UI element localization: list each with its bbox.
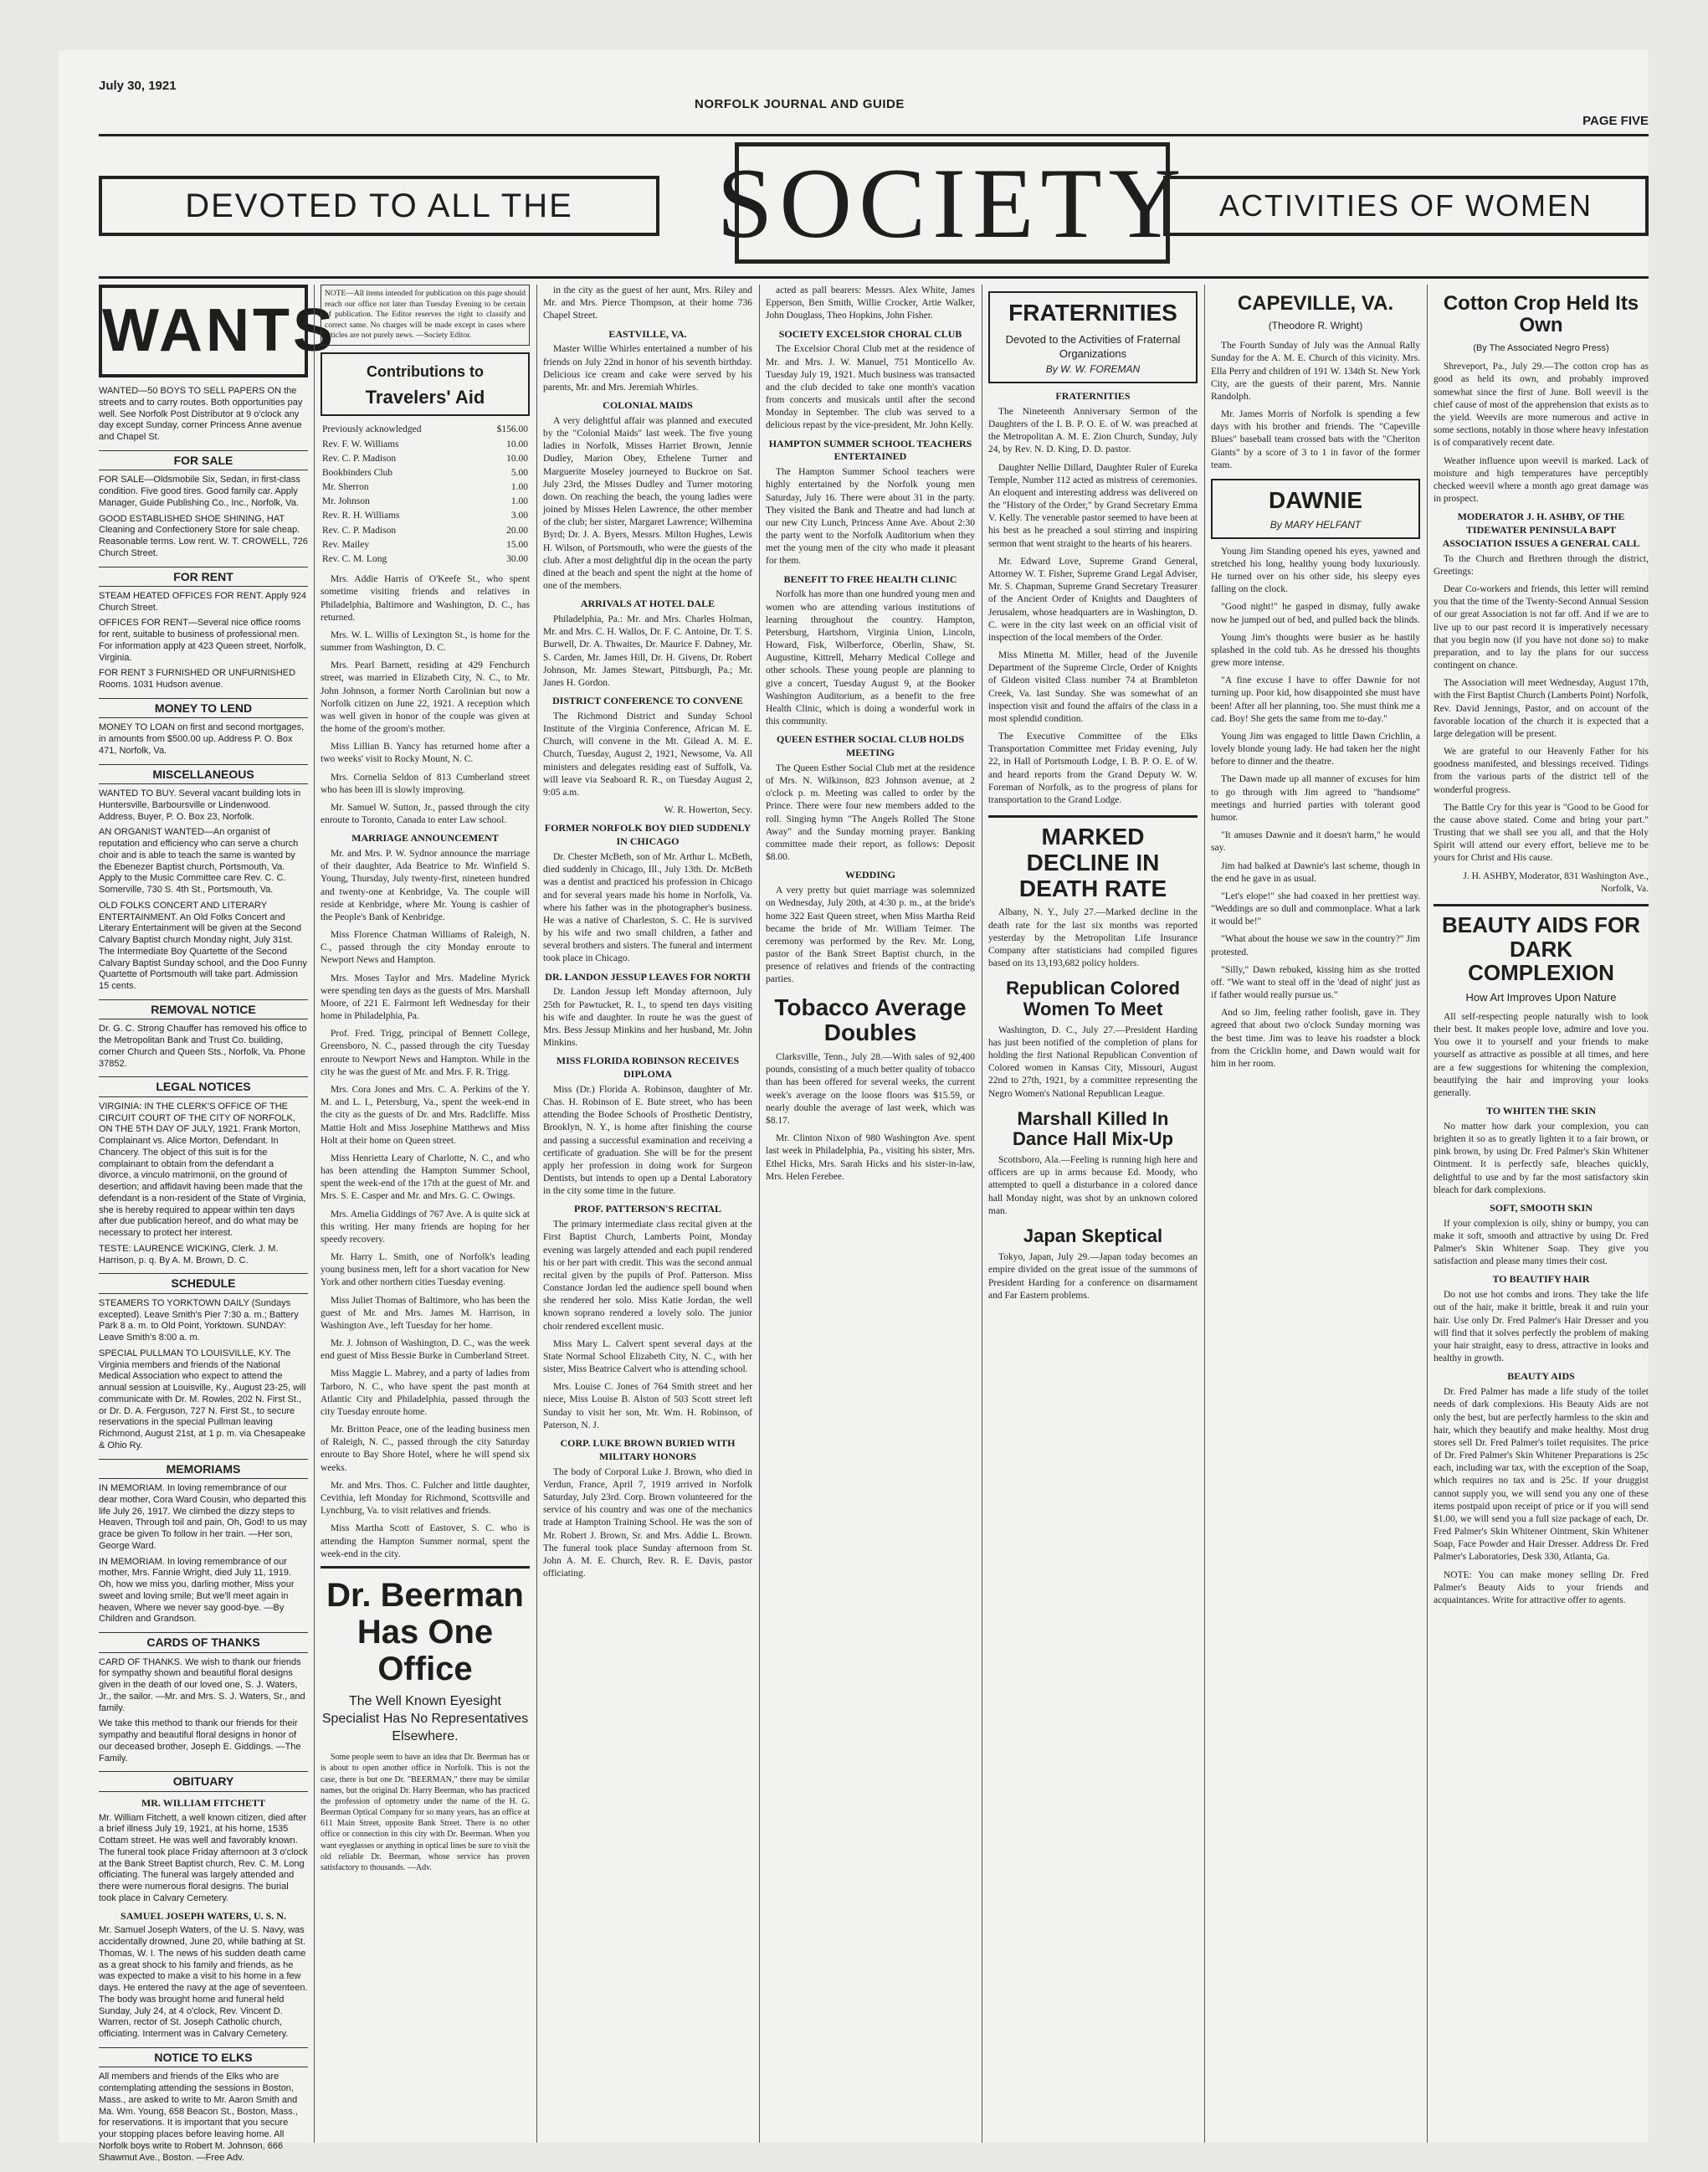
item-head: MODERATOR J. H. ASHBY, OF THE TIDEWATER PENINSULA BAPT ASSOCIATION ISSUES A GENERAL CALL: [1442, 511, 1640, 549]
news-item: Dear Co-workers and friends, this letter will remind you that the time of the Twenty-Second Annual Session of our great Association is not far off. And if we are to live up to our past record it is imperatively necessary that you begin now (if you have not done so) to make preparation, and to lay the plans for our success contingent on chance.: [1434, 584, 1649, 671]
contributions-box: [321, 352, 530, 417]
column-rule: [1204, 285, 1205, 2143]
contrib-name: Previously acknowledged: [322, 424, 422, 435]
item-head: SOFT, SMOOTH SKIN: [1490, 1201, 1593, 1214]
obit-name: SAMUEL JOSEPH WATERS, U. S. N.: [121, 1909, 286, 1922]
column-2: [321, 285, 530, 2143]
story-paragraph: "Good night!" he gasped in dismay, fully awake now he jumped out of bed, and pulled back the blinds.: [1211, 602, 1420, 625]
contrib-amount: 1.00: [510, 482, 528, 493]
section-head: MEMORIAMS: [99, 1459, 308, 1479]
column-7: [1434, 285, 1649, 2143]
column-rule: [314, 285, 315, 2143]
society-title: SOCIETY: [735, 142, 1170, 264]
contrib-amount: 3.00: [510, 511, 528, 521]
column-3: [543, 285, 752, 2143]
ad-paragraph: If your complexion is oily, shiny or bumpy, you can make it soft, smooth and attractive by using Dr. Fred Palmer's Skin Whitener Soap. They give you satisfaction and please many times their cost.: [1434, 1218, 1649, 1267]
society-item: The Queen Esther Social Club met at the residence of Mrs. N. Wilkinson, 823 Johnson avenue, at 2 o'clock p. m. Meeting was called to order by the Prince. There were four new members added to the roll. Singing hymn "The Angels Rolled The Stone Away" and the Sunday morning prayer. Banking committee made their report, as follows: Deposit $8.00.: [766, 763, 975, 863]
contrib-name: Rev. F. W. Williams: [322, 439, 399, 449]
fraternity-item: Miss Minetta M. Miller, head of the Juvenile Department of the Supreme Circle, Order of Knights of Gideon visited Class number 74 at Brambleton Creek, Va. last Sunday. She was somewhat of an inspection visit and found the affairs of the class in a most splendid condition.: [988, 650, 1198, 724]
item-head: SOCIETY EXCELSIOR CHORAL CLUB: [778, 327, 962, 340]
contrib-row: [321, 495, 530, 509]
contrib-row: [321, 538, 530, 552]
classified-ad: OFFICES FOR RENT—Several nice office rooms for rent, suitable to business of professional men. For information apply at 423 Queen street, Norfolk, Virginia.: [99, 618, 306, 663]
society-item: Miss Mary L. Calvert spent several days at the State Normal School Elizabeth City, N. C., with her sister, Miss Beatrice Calvert who is attending school.: [543, 1338, 752, 1375]
obit-name: MR. WILLIAM FITCHETT: [141, 1796, 266, 1809]
classified-ad: WANTED TO BUY. Several vacant building lots in Huntersville, Barboursville or Lindenwood. Address, Buyer, P. O. Box 23, Norfolk.: [99, 788, 301, 822]
news-item: Shreveport, Pa., July 29.—The cotton crop has as good as held its own, and probably improved somewhat since the first of June. Boll weevil is the chief cause of most of the apprehension that exists as to the yield. Weevils are more numerous and active in some sections, notably in those where heavy infestation is of comparatively recent date.: [1434, 362, 1649, 449]
society-item: Prof. Fred. Trigg, principal of Bennett College, Greensboro, N. C., passed through the city Tuesday enroute to Newport News and Hampton. While in the city he was the guest of Mr. and Mrs. F. R. Trigg.: [321, 1029, 530, 1077]
story-paragraph: The Dawn made up all manner of excuses for him to go through with Jim agreed to "handsome" meetings and hurried parties with tolerant good humor.: [1211, 774, 1420, 823]
society-item: acted as pall bearers: Messrs. Alex White, James Epperson, Ben Smith, Willie Crocker, Artie Walker, John Douglass, Theo Hopkins, John Fisher.: [766, 285, 975, 321]
story-paragraph: "Let's elope!" she had coaxed in her prettiest way. "Weddings are so dull and commonplace. What a lark it would be!": [1211, 891, 1420, 927]
ad-paragraph: Do not use hot combs and irons. They take the life out of the hair, make it brittle, break it and ruin your hair. Use only Dr. Fred Palmer's Hair Dresser and you will find that it solves perfectly the problem of making your hair straight, easy to dress, attractive in looks and healthy in growth.: [1434, 1290, 1649, 1364]
wants-title: WANTS: [99, 285, 308, 377]
classified-ad: CARD OF THANKS. We wish to thank our friends for sympathy shown and beautiful floral designs given in the death of our loved one, S. J. Waters, Jr., the sailor. —Mr. and Mrs. S. J. Waters, Sr., and family.: [99, 1656, 305, 1713]
contrib-amount: $156.00: [496, 424, 528, 435]
society-item: Mr. Britton Peace, one of the leading business men of Raleigh, N. C., passed through the city Saturday enroute to Bay Shore Hotel, where he will spend six weeks.: [321, 1425, 530, 1473]
tobacco-head: Tobacco Average Doubles: [774, 994, 967, 1046]
contrib-amount: 1.00: [510, 496, 528, 507]
column-rule: [759, 285, 760, 2143]
death-rate-head: MARKED DECLINE IN DEATH RATE: [988, 815, 1198, 901]
contrib-name: Rev. C. M. Long: [322, 553, 387, 564]
society-item: Miss Henrietta Leary of Charlotte, N. C., and who has been attending the Hampton Summer School, spent the week-end of the 17th at the guest of Mr. and Mrs. S. E. Casper and Mr. and Mrs. G. C. Owings.: [321, 1153, 530, 1202]
ad-paragraph: All self-respecting people naturally wish to look their best. It makes people love, admire and love you. You owe it to yourself and your friends to make yourself as attractive as possible at all times, and here are a few suggestions for whitening the complexion, beautifying the hair and improving your looks generally.: [1434, 1011, 1649, 1098]
column-rule: [1427, 285, 1428, 2143]
society-item: Mr. Harry L. Smith, one of Norfolk's leading young business men, left for a short vacation for New York and other northern cities Tuesday evening.: [321, 1252, 530, 1288]
item-head: MISS FLORIDA ROBINSON RECEIVES DIPLOMA: [556, 1055, 740, 1081]
item-head: FORMER NORFOLK BOY DIED SUDDENLY IN CHICAGO: [544, 822, 751, 848]
news-item: To the Church and Brethren through the district, Greetings:: [1434, 553, 1649, 577]
fraternities-sub: Devoted to the Activities of Fraternal Organizations: [1005, 332, 1181, 361]
classified-ad: STEAMERS TO YORKTOWN DAILY (Sundays excepted). Leave Smith's Pier 7:30 a. m.; Battery Park 8 a. m. to Old Point, Yorktown. SUNDAY: Leave Smith's 8:00 a. m.: [99, 1297, 299, 1343]
contrib-name: Bookbinders Club: [322, 467, 393, 478]
item-head: DR. LANDON JESSUP LEAVES FOR NORTH: [545, 970, 751, 983]
news-item: Tokyo, Japan, July 29.—Japan today becomes an empire divided on the great issue of the summons of President Harding for a conference on disarmament and Far Eastern problems.: [988, 1252, 1198, 1301]
society-item: A very pretty but quiet marriage was solemnized on Wednesday, July 20th, at 4:30 p. m., at the bride's home 322 East Queen street, when Miss Martha Reid became the bride of Mr. William Teimer. The ceremony was performed by the Rev. Mr. Long, pastor of the Bank Street Baptist church, in the presence of relatives and friends of the contracting parties.: [766, 886, 975, 985]
section-head: FOR SALE: [99, 450, 308, 470]
japan-head: Japan Skeptical: [1023, 1225, 1163, 1246]
classified-ad: We take this method to thank our friends for their sympathy and beautiful floral designs in honor of our deceased brother, Joseph E. Giddings. —The Family.: [99, 1718, 301, 1764]
contrib-row: [321, 423, 530, 437]
society-item: Mrs. Moses Taylor and Mrs. Madeline Myrick were spending ten days as the guests of Mrs. Marshall Moore, of 221 E. Fairmont left Wednesday for their home in Philadelphia, Pa.: [321, 973, 530, 1022]
contrib-amount: 10.00: [506, 439, 528, 449]
story-paragraph: Jim had balked at Dawnie's last scheme, though in the end he gave in as usual.: [1211, 860, 1420, 884]
item-head: BENEFIT TO FREE HEALTH CLINIC: [783, 573, 957, 585]
contrib-row: [321, 552, 530, 567]
story-paragraph: "What about the house we saw in the country?" Jim protested.: [1211, 934, 1420, 958]
society-item: Dr. Landon Jessup left Monday afternoon, July 25th for Pawtucket, R. I., to spend ten days visiting his wife and daughter. In route he was the guest of Mrs. Bess Jessup Minkins and her husband, Mr. John Minkins.: [543, 987, 752, 1049]
society-item: Miss Florence Chatman Williams of Raleigh, N. C., passed through the city Monday enroute to Newport News and Hampton.: [321, 930, 530, 966]
society-item: The body of Corporal Luke J. Brown, who died in Verdun, France, April 7, 1919 arrived in Norfolk Saturday, July 23rd. Corp. Brown volunteered for the service of his country and was one of the mechanics trade at Hampton Training School. He was the son of Mr. Robert J. Brown, Sr. and Mrs. Addie L. Brown. The funeral took place Sunday afternoon from St. John A. M. E. Church, Rev. R. E. Davis, pastor officiating.: [543, 1466, 752, 1579]
society-item: Mr. and Mrs. P. W. Sydnor announce the marriage of their daughter, Ada Beatrice to Mr. Winfield S. Young, Thursday, July twenty-first, nineteen hundred and twenty-one at Kenbridge, Va. The couple will reside at Kenbridge, where Mr. Young is cashier of the People's Bank of Kenbridge.: [321, 849, 530, 922]
contrib-name: Rev. C. P. Madison: [322, 453, 397, 464]
fraternities-title: FRATERNITIES: [1008, 300, 1177, 326]
dawnie-box: [1211, 479, 1420, 539]
beerman-ad-head: Dr. Beerman Has One Office: [326, 1576, 524, 1687]
classified-ad: Mr. Samuel Joseph Waters, of the U. S. Navy, was accidentally drowned, June 20, while bathing at St. Thomas, W. I. The news of his sudden death came as a great shock to his family and friends, as he was expected to make a visit to his home in a few days. He entered the navy at the age of seventeen. The body was brought home and funeral held Sunday, July 24, at 4 o'clock, Rev. Vincent D. Warren, rector of St. Joseph Catholic church, officiating. Interment was in Calvary Cemetery.: [99, 1925, 308, 2040]
contrib-row: [321, 438, 530, 452]
beauty-aids-head: BEAUTY AIDS FOR DARK COMPLEXION: [1434, 904, 1649, 985]
contrib-name: Rev. R. H. Williams: [322, 511, 400, 521]
society-item: Miss Juliet Thomas of Baltimore, who has been the guest of Mr. and Mrs. James M. Harrison, in Washington Ave., left Tuesday for her home.: [321, 1295, 530, 1331]
classified-ad: MONEY TO LOAN on first and second mortgages, in amounts from $500.00 up. Address P. O. Box 471, Norfolk, Va.: [99, 722, 305, 756]
contrib-amount: 15.00: [506, 539, 528, 550]
section-head: MONEY TO LEND: [99, 698, 308, 718]
banner-right-box: ACTIVITIES OF WOMEN: [1163, 176, 1649, 236]
society-item: Mr. James Morris of Norfolk is spending a few days with his brother and friends. The "Capeville Blues" baseball team crossed bats with the "Cheriton Giants" by a score of 3 to 1 in favor of the former team.: [1211, 409, 1420, 470]
running-header: [59, 50, 1649, 128]
issue-date: July 30, 1921: [99, 79, 177, 93]
fraternity-item: Mr. Edward Love, Supreme Grand General, Attorney W. T. Fisher, Supreme Grand Legal Adviser, Mr. S. Chapman, Supreme Grand Secretary Treasurer of the Ancient Order of Knights and Daughters of Jerusalem, whose headquarters are in Washington, D. C. were in the city last week on an official visit of inspection of the local members of the Order.: [988, 556, 1198, 643]
cotton-head: Cotton Crop Held Its Own: [1443, 292, 1639, 337]
beerman-ad-sub: The Well Known Eyesight Specialist Has No Representatives Elsewhere.: [321, 1693, 529, 1744]
dawnie-byline: By MARY HELFANT: [1269, 518, 1362, 531]
story-paragraph: Young Jim Standing opened his eyes, yawned and stretched his long, healthy young body luxuriously. He turned over on his other side, his sleepy eyes falling on the clock.: [1211, 546, 1420, 595]
item-head: EASTVILLE, VA.: [608, 327, 687, 340]
contrib-name: Mr. Johnson: [322, 496, 370, 507]
column-rule: [536, 285, 537, 2143]
classified-ad: FOR RENT 3 FURNISHED OR UNFURNISHED Rooms. 1031 Hudson avenue.: [99, 668, 296, 691]
news-item: We are grateful to our Heavenly Father for his goodness manifested, and blessings received. Tidings from the various parts of the district tell of the wonderful progress.: [1434, 747, 1649, 795]
contrib-row: [321, 466, 530, 480]
column-5: [988, 285, 1198, 2143]
section-head: LEGAL NOTICES: [99, 1076, 308, 1096]
editor-note: NOTE—All items intended for publication on this page should reach our office not later than Tuesday Evening to be certain of publication. The Editor reserves the right to classify and correct same. No charges will be made except in cases where articles are not purely news. —Society Editor.: [321, 285, 530, 346]
item-head: MARRIAGE ANNOUNCEMENT: [351, 832, 499, 845]
classified-ad: WANTED—50 BOYS TO SELL PAPERS ON the streets and to carry routes. Both opportunities pay well. See Norfolk Post Distributor at 9 o'clock any day except Sunday, corner Princess Anne avenue and Chapel St.: [99, 386, 303, 443]
society-item: Mrs. Louise C. Jones of 764 Smith street and her niece, Miss Louise B. Alston of 503 Scott street left Sunday to visit her son, Mr. Wm. H. Robinson, of Paterson, N. J.: [543, 1382, 752, 1430]
society-item: Mrs. Amelia Giddings of 767 Ave. A is quite sick at this writing. Her many friends are hoping for her speedy recovery.: [321, 1209, 530, 1245]
contrib-row: [321, 480, 530, 495]
story-paragraph: Young Jim was engaged to little Dawn Crichlin, a lovely blonde young lady. He had taken her the night before to dinner and the theatre.: [1211, 731, 1420, 768]
classified-ad: All members and friends of the Elks who are contemplating attending the sessions in Boston, Mass., are asked to write to Mr. Aaron Smith and Ma. Wm. Young, 658 Beacon St., Boston, Mass., for reservations. It is important that you secure your stopping places before leaving home. All Norfolk boys write to Robert M. Johnson, 666 Shawmut Ave., Boston. —Free Adv.: [99, 2072, 298, 2163]
item-head: TO WHITEN THE SKIN: [1485, 1105, 1597, 1117]
capeville-head: CAPEVILLE, VA.: [1237, 292, 1394, 315]
classified-ad: OLD FOLKS CONCERT AND LITERARY ENTERTAINMENT. An Old Folks Concert and Literary Entertainment will be given at the Second Calvary Baptist church Monday night, July 31st. The Intermediate Boy Quartette of the Second Calvary Baptist Sunday school, and the Doo Funny Quartette of Portsmouth will take part. Admission 15 cents.: [99, 900, 307, 992]
ad-paragraph: Dr. Fred Palmer has made a life study of the toilet needs of dark complexions. His Beauty Aids are not only the best, but are perfectly harmless to the skin and hair, which they beautify and make healthy. Most drug stores sell Dr. Fred Palmer's toilet requisites. The price of Dr. Fred Palmer's Skin Whitener Preparations is 25c each, including war tax, with the exception of the Soap, which requires no tax and is 25c. If your druggist cannot supply you, we will send you any one of these items postpaid upon receipt of price or if you will send $1.00, we will send you a full size package of each, Dr. Fred Palmer's Skin Whitener Ointment, Skin Whitener Soap, Face Powder and Hair Dresser. Address Dr. Fred Palmer's Laboratories, Desk 330, Atlanta, Ga.: [1434, 1387, 1649, 1563]
marshall-head: Marshall Killed In Dance Hall Mix-Up: [1013, 1107, 1173, 1149]
fraternity-item: The Nineteenth Anniversary Sermon of the Daughters of the I. B. P. O. E. of W. was preached at the Metropolitan A. M. E. Zion Church, Sunday, July 24, by Rev. N. D. King, D. D. pastor.: [988, 406, 1198, 455]
newspaper-page: [59, 50, 1649, 2163]
contrib-amount: 20.00: [506, 525, 528, 536]
news-item: The Association will meet Wednesday, August 17th, with the First Baptist Church (Lamberts Point) Norfolk, Rev. David Jennings, Pastor, and on account of the favorable location of the church it is expected that a large delegation will be present.: [1434, 678, 1649, 739]
section-head: MISCELLANEOUS: [99, 764, 308, 784]
fraternities-byline: By W. W. FOREMAN: [1045, 363, 1141, 376]
society-item: Mrs. Addie Harris of O'Keefe St., who spent sometime visiting friends and relatives in Philadelphia, Baltimore and Washington, D. C., has returned.: [321, 574, 530, 623]
contributions-table: [321, 423, 530, 567]
header-rule: [99, 134, 1649, 136]
classified-ad: STEAM HEATED OFFICES FOR RENT. Apply 924 Church Street.: [99, 590, 306, 613]
classified-ad: Dr. G. C. Strong Chauffer has removed his office to the Metropolitan Bank and Trust Co. building, corner Church and Queen Sts., Norfolk, Va. Phone 37852.: [99, 1024, 307, 1069]
classified-ad: IN MEMORIAM. In loving remembrance of our dear mother, Cora Ward Cousin, who departed this life July 26, 1917. We climbed the dizzy steps to Heaven, Through toil and pain, Oh, God! to us may grace be given To follow in her train. —Her son, George Ward.: [99, 1483, 307, 1551]
signature: W. R. Howerton, Secy.: [664, 805, 752, 816]
society-item: Mr. J. Johnson of Washington, D. C., was the week end guest of Miss Bessie Burke in Cumberland Street.: [321, 1338, 530, 1362]
news-item: Albany, N. Y., July 27.—Marked decline in the death rate for the last six months was reported yesterday by the Metropolitan Life Insurance Company after statisticians had compiled figures based on its 13,193,682 policy holders.: [988, 907, 1198, 969]
ad-rule: [321, 1566, 530, 1569]
column-4: [766, 285, 975, 2143]
item-head: HAMPTON SUMMER SCHOOL TEACHERS ENTERTAINED: [768, 437, 972, 463]
story-paragraph: "Silly," Dawn rebuked, kissing him as she trotted off. "We want to steal off in the 'dead of night' just as if father would really pursue us.": [1211, 964, 1420, 1001]
society-item: Miss Martha Scott of Eastover, S. C. who is attending the Hampton Summer normal, spent the week-end in the city.: [321, 1523, 530, 1559]
contrib-amount: 30.00: [506, 553, 528, 564]
item-head: TO BEAUTIFY HAIR: [1492, 1273, 1590, 1286]
contrib-name: Rev. Mailey: [322, 539, 370, 550]
column-wants: [99, 285, 336, 2163]
society-item: The Richmond District and Sunday School Institute of the Virginia Conference, African M. E. Church, will convene in the Mt. Gilead A. M. E. Church, Tuesday, August 2, 1921, Newsome, Va. All ministers and delegates residing east of Suffolk, Va. will leave via Seaboard R. R., on Tuesday August 2, 9:05 a.m.: [543, 711, 752, 798]
classified-ad: IN MEMORIAM. In loving remembrance of our mother, Mrs. Fannie Wright, died July 11, 1919. Oh, how we miss you, darling mother, Miss your sweet and loving smile; But we'll meet again in heaven, Where we never say good-bye. —By Children and Grandson.: [99, 1556, 295, 1625]
banner-left-box: DEVOTED TO ALL THE: [99, 176, 659, 236]
classified-ad: Mr. William Fitchett, a well known citizen, died after a brief illness July 19, 1921, at his home, 1535 Cottam street. He was well and favorably known. The funeral took place Friday afternoon at 3 o'clock at the Bank Street Baptist church, Rev. C. M. Long officiating. The funeral was largely attended and there were numerous floral designs. The burial took place in Calvary Cemetery.: [99, 1812, 308, 1903]
news-item: Clarksville, Tenn., July 28.—With sales of 92,400 pounds, consisting of a much better quality of tobacco than has been offered for several weeks, the current week's average on the loose floors was $15.59, or nearly double the average of last week, which was $8.17.: [766, 1052, 975, 1126]
section-head: SCHEDULE: [99, 1273, 308, 1293]
news-item: Scottsboro, Ala.—Feeling is running high here and officers are up in arms because Ed. Moody, who attempted to quell a disturbance in a colored dance hall Monday night, was shot by an unknown colored man.: [988, 1155, 1198, 1216]
classified-ad: GOOD ESTABLISHED SHOE SHINING, HAT Cleaning and Confectionery Store for sale cheap. Reasonable terms. Low rent. W. T. CROWELL, 726 Church Street.: [99, 513, 308, 558]
society-item: Miss (Dr.) Florida A. Robinson, daughter of Mr. Chas. H. Robinson of E. Bute street, who has been attending the Bodee Schools of Prosthetic Dentistry, Brooklyn, N. Y., is home after finishing the course and passing a successful examination and receiving a certificate of graduation. She will be for the present apply her profession in doing work for Surgeon Dentists, but intends to open up a Dental Laboratory in the city some time in the future.: [543, 1084, 752, 1197]
fraternity-item: The Executive Committee of the Elks Transportation Committee met Friday evening, July 22, in Hall of Portsmouth Lodge, I. B. P. O. E. of W. and heard reports from the Grand Deputy W. W. Foreman of Norfolk, as to the progress of plans for transportation to the Grand Lodge.: [988, 732, 1198, 805]
item-head: CORP. LUKE BROWN BURIED WITH MILITARY HONORS: [560, 1437, 736, 1462]
section-head: FOR RENT: [99, 567, 308, 587]
news-item: Weather influence upon weevil is marked. Lack of moisture and high temperatures have perceptibly checked weevil where a month ago great damage was in prospect.: [1434, 455, 1649, 505]
society-item: Mr. Samuel W. Sutton, Jr., passed through the city enroute to Toronto, Canada to enter Law school.: [321, 802, 530, 826]
ad-paragraph: No matter how dark your complexion, you can brighten it so as to greatly lighten it to a fair brown, or pink brown, by using Dr. Fred Palmer's Skin Whitener Ointment. It is perfectly safe, bleaches quickly, delightful to use and by far the most satisfactory skin bleach for dark complexions.: [1434, 1121, 1649, 1195]
story-paragraph: Young Jim's thoughts were busier as he hastily splashed in the cold tub. As he dressed his thoughts grew more intense.: [1211, 632, 1420, 669]
society-item: Mrs. Cornelia Seldon of 813 Cumberland street who has been ill is slowly improving.: [321, 772, 530, 795]
story-paragraph: "A fine excuse I have to offer Dawnie for not turning up. Poor kid, how disappointed she must have been! After all her planning, too. She must think me a cad. Boy! She gets the same from me to-day.": [1211, 675, 1420, 724]
item-head: FRATERNITIES: [1055, 390, 1131, 403]
item-head: BEAUTY AIDS: [1507, 1370, 1575, 1383]
society-item: Master Willie Whirles entertained a number of his friends on July 22nd in honor of his seventh birthday. Delicious ice cream and cake were served by his parents, Mr. and Mrs. Jeremiah Whirles.: [543, 344, 752, 393]
signature: J. H. ASHBY, Moderator, 831 Washington Ave., Norfolk, Va.: [1463, 870, 1649, 894]
section-head: NOTICE TO ELKS: [99, 2047, 308, 2067]
contrib-row: [321, 509, 530, 523]
society-banner: [99, 142, 1649, 268]
society-item: The primary intermediate class recital given at the First Baptist Church, Lamberts Point, Monday evening was largely attended and each pupil rendered his or her part with credit. This was the second annual recital given by the pupils of Prof. Patterson. Miss Constance Jordan led the audience spell bound when she rendered her solo. Miss Katie Jordan, the well known soprano rendered a lovely solo. The junior choir rendered excellent music.: [543, 1220, 752, 1332]
classified-ad: VIRGINIA: IN THE CLERK'S OFFICE OF THE CIRCUIT COURT OF THE CITY OF NORFOLK, ON THE 5TH DAY OF JULY, 1921. Frank Morton, Complainant vs. Alice Morton, Defendant. In Chancery. The object of this suit is for the complainant to obtain from the defendant a divorce, a vinculo matrimonii, on the ground of desertion; and affidavit having been made that the defendant is a non-resident of the State of Virginia, she is hereby required to appear within ten days after due publication hereof, and do what may be necessary to protect her interest.: [99, 1101, 306, 1239]
beauty-aids-sub: How Art Improves Upon Nature: [1465, 990, 1617, 1004]
society-item: Mr. Clinton Nixon of 980 Washington Ave. spent last week in Philadelphia, Pa., visiting his sister, Mrs. Ethel Hicks, Mrs. Sarah Hicks and his sister-in-law, Mrs. Helen Ferebee.: [766, 1133, 975, 1182]
classified-ad: AN ORGANIST WANTED—An organist of reputation and efficiency who can serve a church choir and is able to teach the same is wanted by the Ebenezer Baptist church, Portsmouth, Va. Apply to the Music Committee care Rev. C. C. Somerville, 730 S. 4th St., Portsmouth, Va.: [99, 827, 299, 896]
fraternities-box: [988, 291, 1198, 383]
society-item: Mr. and Mrs. Thos. C. Fulcher and little daughter, Cevithia, left Monday for Richmond, Scottsville and Lynchburg, Va. to visit relatives and friends.: [321, 1480, 530, 1517]
society-item: Miss Lillian B. Yancy has returned home after a two weeks' visit to Rocky Mount, N. C.: [321, 742, 530, 765]
item-head: QUEEN ESTHER SOCIAL CLUB HOLDS MEETING: [776, 733, 965, 759]
contrib-amount: 10.00: [506, 453, 528, 464]
page-number: PAGE FIVE: [1582, 114, 1649, 128]
society-item: Miss Maggie L. Mabrey, and a party of ladies from Tarboro, N. C., who have spent the past month at Atlantic City and Philadelphia, passed through the city Tuesday enroute home.: [321, 1368, 530, 1417]
contrib-row: [321, 524, 530, 538]
item-head: DISTRICT CONFERENCE TO CONVENE: [552, 695, 743, 707]
society-item: The Excelsior Choral Club met at the residence of Mr. and Mrs. J. W. Manuel, 751 Monticello Av. Tuesday July 19, 1921. Much business was transacted and the club decided to take one month's vacation from concerts and musicals until after the second Monday in September. The club was served to a delicious repast by the vice-president, Mr. John Kelly.: [766, 344, 975, 431]
fraternity-item: Daughter Nellie Dillard, Daughter Ruler of Eureka Temple, Number 112 acted as mistress of ceremonies. An eloquent and interesting address was delivered on the "History of the Order," by Grand Secretary Emma V. Kelly. The venerable pastor seemed to have been at his best as he preached a soul stirring and inspiring sermon that went straight to the hearts of his hearers.: [988, 462, 1198, 549]
contrib-row: [321, 452, 530, 466]
section-head: OBITUARY: [99, 1771, 308, 1791]
contrib-title: Contributions to: [367, 362, 484, 380]
contrib-title-2: Travelers' Aid: [365, 387, 485, 408]
paper-name: NORFOLK JOURNAL AND GUIDE: [695, 97, 905, 111]
dawnie-title: DAWNIE: [1269, 486, 1362, 513]
banner-rule: [99, 276, 1649, 279]
society-item: The Hampton Summer School teachers were highly entertained by the Norfolk young men Saturday, July 16. There were about 31 in the party. They visited the Bank and Theatre and had lunch at our new City Lunch, Princess Anne Ave. About 2:30 the party went to the Norfolk Auditorium when they met the young men of the city who made it pleasant for them.: [766, 467, 975, 567]
society-item: Dr. Chester McBeth, son of Mr. Arthur L. McBeth, died suddenly in Chicago, Ill., July 13th. Dr. McBeth was a dentist and practiced his profession in Chicago and for several years made his home in Norfolk, Va. where his father was in the photographer's business. He was a native of Charleston, S. C. He is survived by his wife and two small children, a father and several brothers and sisters. The funeral and interment took place in Chicago.: [543, 851, 752, 964]
capeville-byline: (Theodore R. Wright): [1268, 320, 1363, 332]
column-6: [1211, 285, 1420, 2143]
society-item: in the city as the guest of her aunt, Mrs. Riley and Mr. and Mrs. Pierce Thompson, at their home 736 Chapel Street.: [543, 285, 752, 321]
section-head: CARDS OF THANKS: [99, 1632, 308, 1652]
item-head: PROF. PATTERSON'S RECITAL: [574, 1203, 721, 1215]
society-item: Mrs. Pearl Barnett, residing at 429 Fenchurch street, was married in Elizabeth City, N. C., to Mr. John Johnson, a former North Carolinian but now a Norfolk citizen on June 22, 1921. A reception which was well given in honor of the couple was given at the home of the groom's mother.: [321, 660, 530, 735]
society-item: A very delightful affair was planned and executed by the "Colonial Maids" last week. The five young ladies in Norfolk, Misses Harriet Brown, Jennie Dudley, Marion Obey, Ethelene Turner and Marguerite Moseley journeyed to Buckroe on Sat. July 23rd, the Misses Dudley and Turner motoring down. On reaching the beach, the young ladies were joined by Misses Helen Lawrence, the other member of the club; her sister, Margaret Lawrence; Wilhemina Byrd; Dr. J. A. Byers, Messrs. Milton Hughes, Lewis H. Wilson, of Portsmouth, who were the guests of the club. After a most delightful dip in the ocean the party dined at the beach and spent the night at the home of one of the members.: [543, 415, 752, 592]
news-item: Washington, D. C., July 27.—President Harding has just been notified of the completion of plans for holding the first National Republican Convention of Colored women in Kansas City, Missouri, August 22nd to 27th, 1921, by a committee representing the Negro Women's National Republican League.: [988, 1024, 1198, 1099]
item-head: ARRIVALS AT HOTEL DALE: [580, 598, 716, 610]
society-item: The Fourth Sunday of July was the Annual Rally Sunday for the A. M. E. Church of this vicinity. Mrs. Ella Perry and children of 191 W. 134th St. New York City, are the guests of their parent, Mrs. Nannie Randolph.: [1211, 341, 1420, 402]
story-paragraph: "It amuses Dawnie and it doesn't harm," he would say.: [1211, 830, 1420, 854]
story-paragraph: And so Jim, feeling rather foolish, gave in. They agreed that about two o'clock Sunday morning was the best time. Jim was to leave his roadster a block from the Cricklin home, and Dawn would wait for him in her room.: [1211, 1008, 1420, 1069]
republican-head: Republican Colored Women To Meet: [1006, 978, 1180, 1019]
section-head: REMOVAL NOTICE: [99, 999, 308, 1019]
item-head: COLONIAL MAIDS: [603, 399, 693, 412]
contrib-name: Rev. C. P. Madison: [322, 525, 397, 536]
contrib-name: Mr. Sherron: [322, 482, 369, 493]
news-item: The Battle Cry for this year is "Good to be Good for the cause above stated. Come and bring your part." Trusting that we shall see you all, and that the Holy Spirit will attend our every effort, believe me to be yours for Christ and His cause.: [1434, 802, 1649, 864]
cotton-byline: (By The Associated Negro Press): [1473, 342, 1609, 353]
classified-ad: FOR SALE—Oldsmobile Six, Sedan, in first-class condition. Five good tires. Good family car. Apply Manager, Guide Publishing Co., Inc., Norfolk, Va.: [99, 475, 300, 508]
beerman-ad-body: Some people seem to have an idea that Dr. Beerman has or is about to open another office in Norfolk. This is not the case, there is but one Dr. "BEERMAN," there may be similar names, but the original Dr. Harry Beerman, who has practiced the profession of optometry under the name of the H. G. Beerman Optical Company for so many years, has an office at 611 Main Street, opposite Bank Street. There is no other office or connection in this city with Dr. Beerman. When you want eyeglasses or anything in optical lines be sure to visit the old reliable Dr. Beerman, whose service has proven satisfactory to thousands. —Adv.: [321, 1753, 530, 1873]
legal-signature: TESTE: LAURENCE WICKING, Clerk. J. M. Harrison, p. q. By A. M. Brown, D. C.: [99, 1243, 279, 1266]
classified-ad: SPECIAL PULLMAN TO LOUISVILLE, KY. The Virginia members and friends of the National Medical Association who expect to attend the annual session at Louisville, Ky., August 23-25, will communicate with Dr. M. Rowles, 202 N. First St., or Dr. D. A. Ferguson, 727 N. First St., to secure reservations in the special Pullman leaving Richmond, August 21st, at 1 p. m. via Chesapeake & Ohio Ry.: [99, 1348, 306, 1451]
item-head: WEDDING: [844, 869, 895, 881]
society-item: Mrs. Cora Jones and Mrs. C. A. Perkins of the Y. M. and L. I., Petersburg, Va., spent the week-end in the city as the guests of Dr. and Mrs. Radcliffe. Miss Mattie Holt and Miss Josephine Matthews and Miss Holt at their home on Queen street.: [321, 1085, 530, 1146]
contrib-amount: 5.00: [510, 467, 528, 478]
ad-paragraph: NOTE: You can make money selling Dr. Fred Palmer's Beauty Aids to your friends and acquaintances. Write for attractive offer to agents.: [1434, 1569, 1649, 1605]
society-item: Philadelphia, Pa.: Mr. and Mrs. Charles Holman, Mr. and Mrs. C. H. Wallos, Dr. F. C. Antoine, Dr. T. S. Burwell, Dr. A. Thwaites, Dr. Maurice F. Dabney, Mr. S. Carden, Mr. James Hill, Dr. H. Givens, Dr. Robert Johnson, Mr. James Stewart, Pittsburgh, Pa.; Mr. Janes H. Gordon.: [543, 614, 752, 688]
society-item: Mrs. W. L. Willis of Lexington St., is home for the summer from Washington, D. C.: [321, 629, 530, 654]
society-item: Norfolk has more than one hundred young men and women who are attending various institutions of learning throughout the country. Hampton, Petersburg, Hartshorn, Virginia Union, Lincoln, Howard, Fisk, Wilberforce, Oberlin, Shaw, St. Augustine, Kittrell, Meharry Medical College and other schools. These young people are planning to give a concert, Tuesday August 9, at the Booker Washington Auditorium, as a benefit to the free Health Clinic, which is doing a wonderful work in this community.: [766, 589, 975, 727]
